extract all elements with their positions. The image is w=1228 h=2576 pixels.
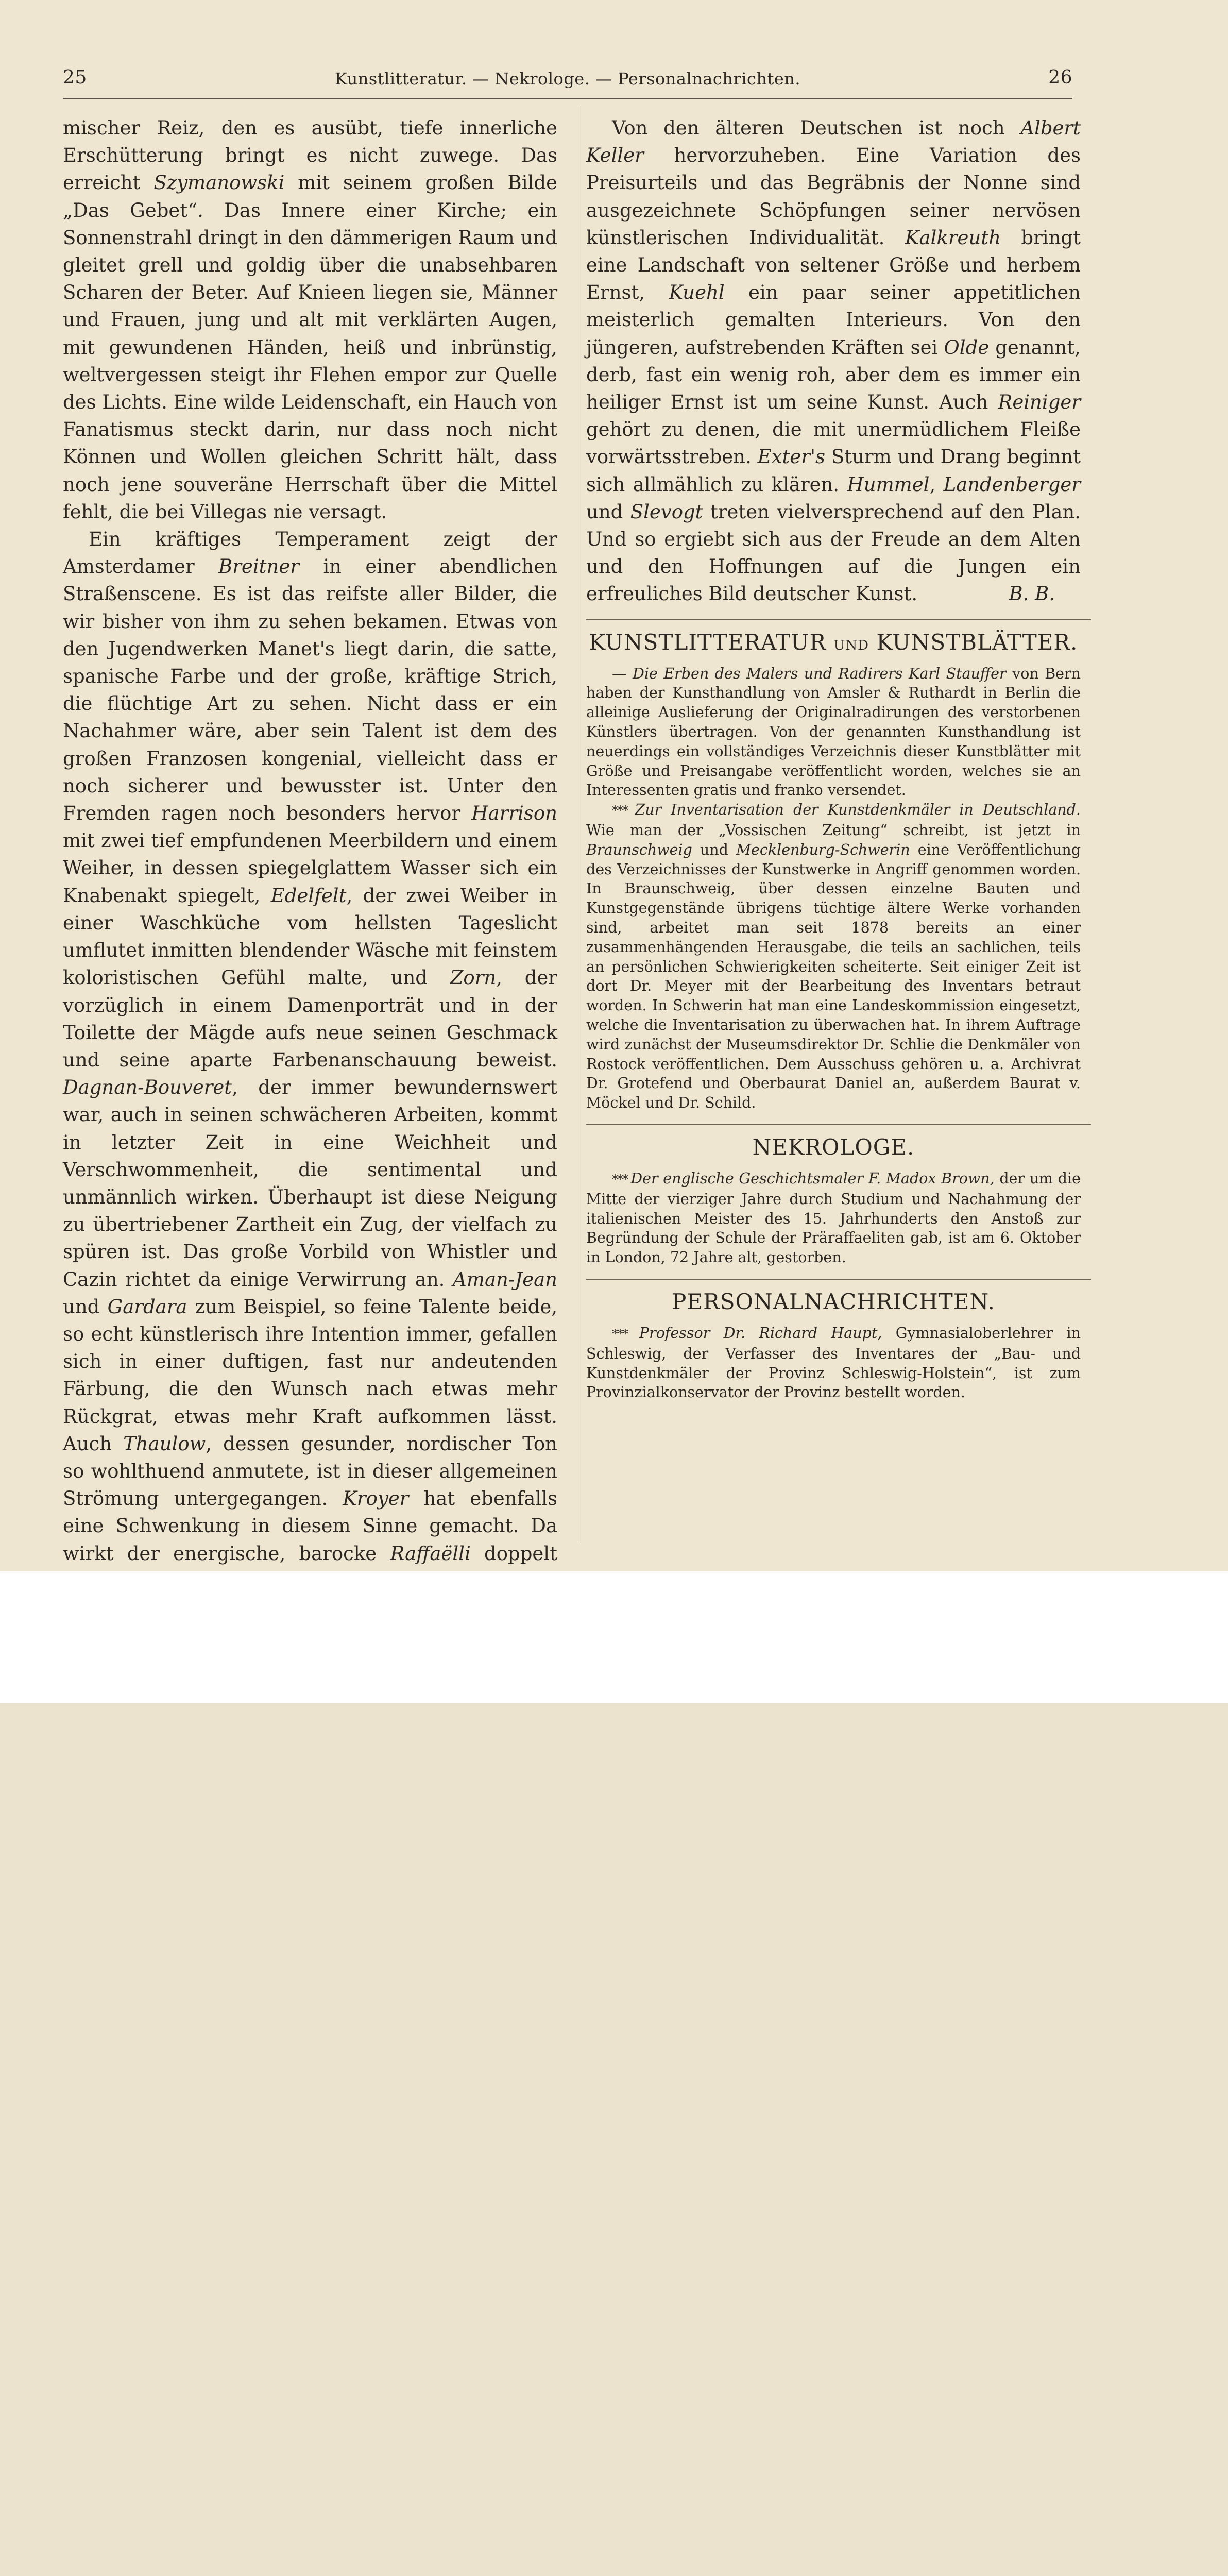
running-header (63, 67, 1072, 98)
paragraph: *** Professor Dr. Richard Haupt, Gymnasialoberlehrer in Schleswig, der Verfasser des Inventares der „Bau- und Kunstdenkmäler der Provinz Schleswig-Holstein“, ist zum Provinzialkonservator der Provinz bestellt worden. (586, 1324, 1081, 1401)
page-number-right: 26 (1048, 67, 1072, 88)
paragraph: *** Zur Inventarisation der Kunstdenkmäler in Deutschland. Wie man der „Vossischen Zeitung“ schreibt, ist jetzt in Braunschweig und Mecklenburg-Schwerin eine Veröffentlichung des Verzeichnisses der Kunstwerke in Angriff genommen worden. In Braunschweig, über dessen einzelne Bauten und Kunstgegenstände übrigens tüchtige ältere Werke vorhanden sind, arbeitet man seit 1878 bereits an einer zusammenhängenden Herausgabe, die teils an sachlichen, teils an persönlichen Schwierigkeiten scheiterte. Seit einiger Zeit ist dort Dr. Meyer mit der Bearbeitung des Inventars betraut worden. In Schwerin hat man eine Landeskommission eingesetzt, welche die Inventarisation zu überwachen hat. In ihrem Auftrage wird zunächst der Museumsdirektor Dr. Schlie die Denkmäler von Rostock veröffentlichen. Dem Ausschuss gehören u. a. Archivrat Dr. Grotefend und Oberbaurat Daniel an, außerdem Baurat v. Möckel und Dr. Schild. (586, 801, 1081, 1112)
asterism-icon: *** (612, 803, 635, 818)
page-number-left: 25 (63, 67, 87, 88)
paragraph: *** Der englische Geschichtsmaler F. Madox Brown, der um die Mitte der vierziger Jahre durch Studium und Nachahmung der italienischen Meister des 15. Jahrhunderts den Anstoß zur Begründung der Schule der Präraffaeliten gab, ist am 6. Oktober in London, 72 Jahre alt, gestorben. (586, 1170, 1081, 1266)
right-column (586, 114, 1081, 1402)
asterism-icon: *** (612, 1326, 639, 1341)
footer-bar (0, 1571, 1228, 1703)
section-title-nekrologe: NEKROLOGE. (752, 1134, 915, 1160)
section-title-kunstlitteratur: KUNSTLITTERATUR UND KUNSTBLÄTTER. (589, 629, 1078, 655)
section-rule (586, 1279, 1091, 1280)
paragraph: Ein kräftiges Temperament zeigt der Amsterdamer Breitner in einer abendlichen Straßenscene. Es ist das reifste aller Bilder, die wir bisher von ihm zu sehen bekamen. Etwas von den Jugendwerken Manet's liegt darin, die satte, spanische Farbe und der große, kräftige Strich, die flüchtige Art zu sehen. Nicht dass er ein Nachahmer wäre, aber sein Talent ist dem des großen Franzosen kongenial, vielleicht dass er noch sicherer und bewusster ist. Unter den Fremden ragen noch besonders hervor Harrison mit zwei tief empfundenen Meerbildern und einem Weiher, in dessen spiegelglattem Wasser sich ein Knabenakt spiegelt, Edelfelt, der zwei Weiber in einer Waschküche vom hellsten Tageslicht umflutet inmitten blendender Wäsche mit feinstem koloristischen Gefühl malte, und Zorn, der vorzüglich in einem Damenporträt und in der Toilette der Mägde aufs neue seinen Geschmack und seine aparte Farbenanschauung beweist. Dagnan-Bouveret, der immer bewundernswert war, auch in seinen schwächeren Arbeiten, kommt in letzter Zeit in eine Weichheit und Verschwommenheit, die sentimental und unmännlich wirken. Überhaupt ist diese Neigung zu übertriebener Zartheit ein Zug, der vielfach zu spüren ist. Das große Vorbild von Whistler und Cazin richtet da einige Verwirrung an. Aman-Jean und Gardara zum Beispiel, so feine Talente beide, so echt künstlerisch ihre Intention immer, gefallen sich in einer duftigen, fast nur andeutenden Färbung, die den Wunsch nach etwas mehr Rückgrat, etwas mehr Kraft aufkommen lässt. Auch Thaulow, dessen gesunder, nordischer Ton so wohlthuend anmutete, ist in dieser allgemeinen Strömung untergegangen. Kroyer hat ebenfalls eine Schwenkung in diesem Sinne gemacht. Da wirkt der energische, barocke Raffaëlli doppelt (63, 528, 557, 1565)
header-rule (63, 98, 1072, 99)
section-title-personalnachrichten: PERSONALNACHRICHTEN. (672, 1289, 995, 1314)
paragraph: Von den älteren Deutschen ist noch Albert Keller hervorzuheben. Eine Variation des Preisurteils und das Begräbnis der Nonne sind ausgezeichnete Schöpfungen seiner nervösen künstlerischen Individualität. Kalkreuth bringt eine Landschaft von seltener Größe und herbem Ernst, Kuehl ein paar seiner appetitlichen meisterlich gemalten Interieurs. Von den jüngeren, aufstrebenden Kräften sei Olde genannt, derb, fast ein wenig roh, aber dem es immer ein heiliger Ernst ist um seine Kunst. Auch Reiniger gehört zu denen, die mit unermüdlichem Fleiße vorwärtsstreben. Exter's Sturm und Drang beginnt sich allmählich zu klären. Hummel, Landenberger und Slevogt treten vielversprechend auf den Plan. Und so ergiebt sich aus der Freude an dem Alten und den Hoffnungen auf die Jungen ein erfreuliches Bild deutscher Kunst. B. B. (586, 114, 1081, 608)
left-column (63, 114, 557, 1622)
section-rule (586, 1124, 1091, 1125)
running-title: Kunstlitteratur. — Nekrologe. — Personalnachrichten. (334, 69, 801, 89)
asterism-icon: *** (612, 1172, 631, 1187)
paragraph: — Die Erben des Malers und Radirers Karl Stauffer von Bern haben der Kunsthandlung von Amsler & Ruthardt in Berlin die alleinige Auslieferung der Originalradirungen des verstorbenen Künstlers übertragen. Von der genannten Kunsthandlung ist neuerdings ein vollständiges Verzeichnis dieser Kunstblätter mit Größe und Preisangabe veröffentlicht worden, welches sie an Interessenten gratis und franko versendet. (586, 665, 1081, 799)
signature: B. B. (1009, 583, 1055, 605)
paragraph: mischer Reiz, den es ausübt, tiefe innerliche Erschütterung bringt es nicht zuwege. Das erreicht Szymanowski mit seinem großen Bilde „Das Gebet“. Das Innere einer Kirche; ein Sonnenstrahl dringt in den dämmerigen Raum und gleitet grell und goldig über die unabsehbaren Scharen der Beter. Auf Knieen liegen sie, Männer und Frauen, jung und alt mit verklärten Augen, mit gewundenen Händen, heiß und inbrünstig, weltvergessen steigt ihr Flehen empor zur Quelle des Lichts. Eine wilde Leidenschaft, ein Hauch von Fanatismus steckt darin, nur dass noch nicht Können und Wollen gleichen Schritt hält, dass noch jene souveräne Herrschaft über die Mittel fehlt, die bei Villegas nie versagt. (63, 117, 557, 523)
section-rule (586, 619, 1091, 620)
